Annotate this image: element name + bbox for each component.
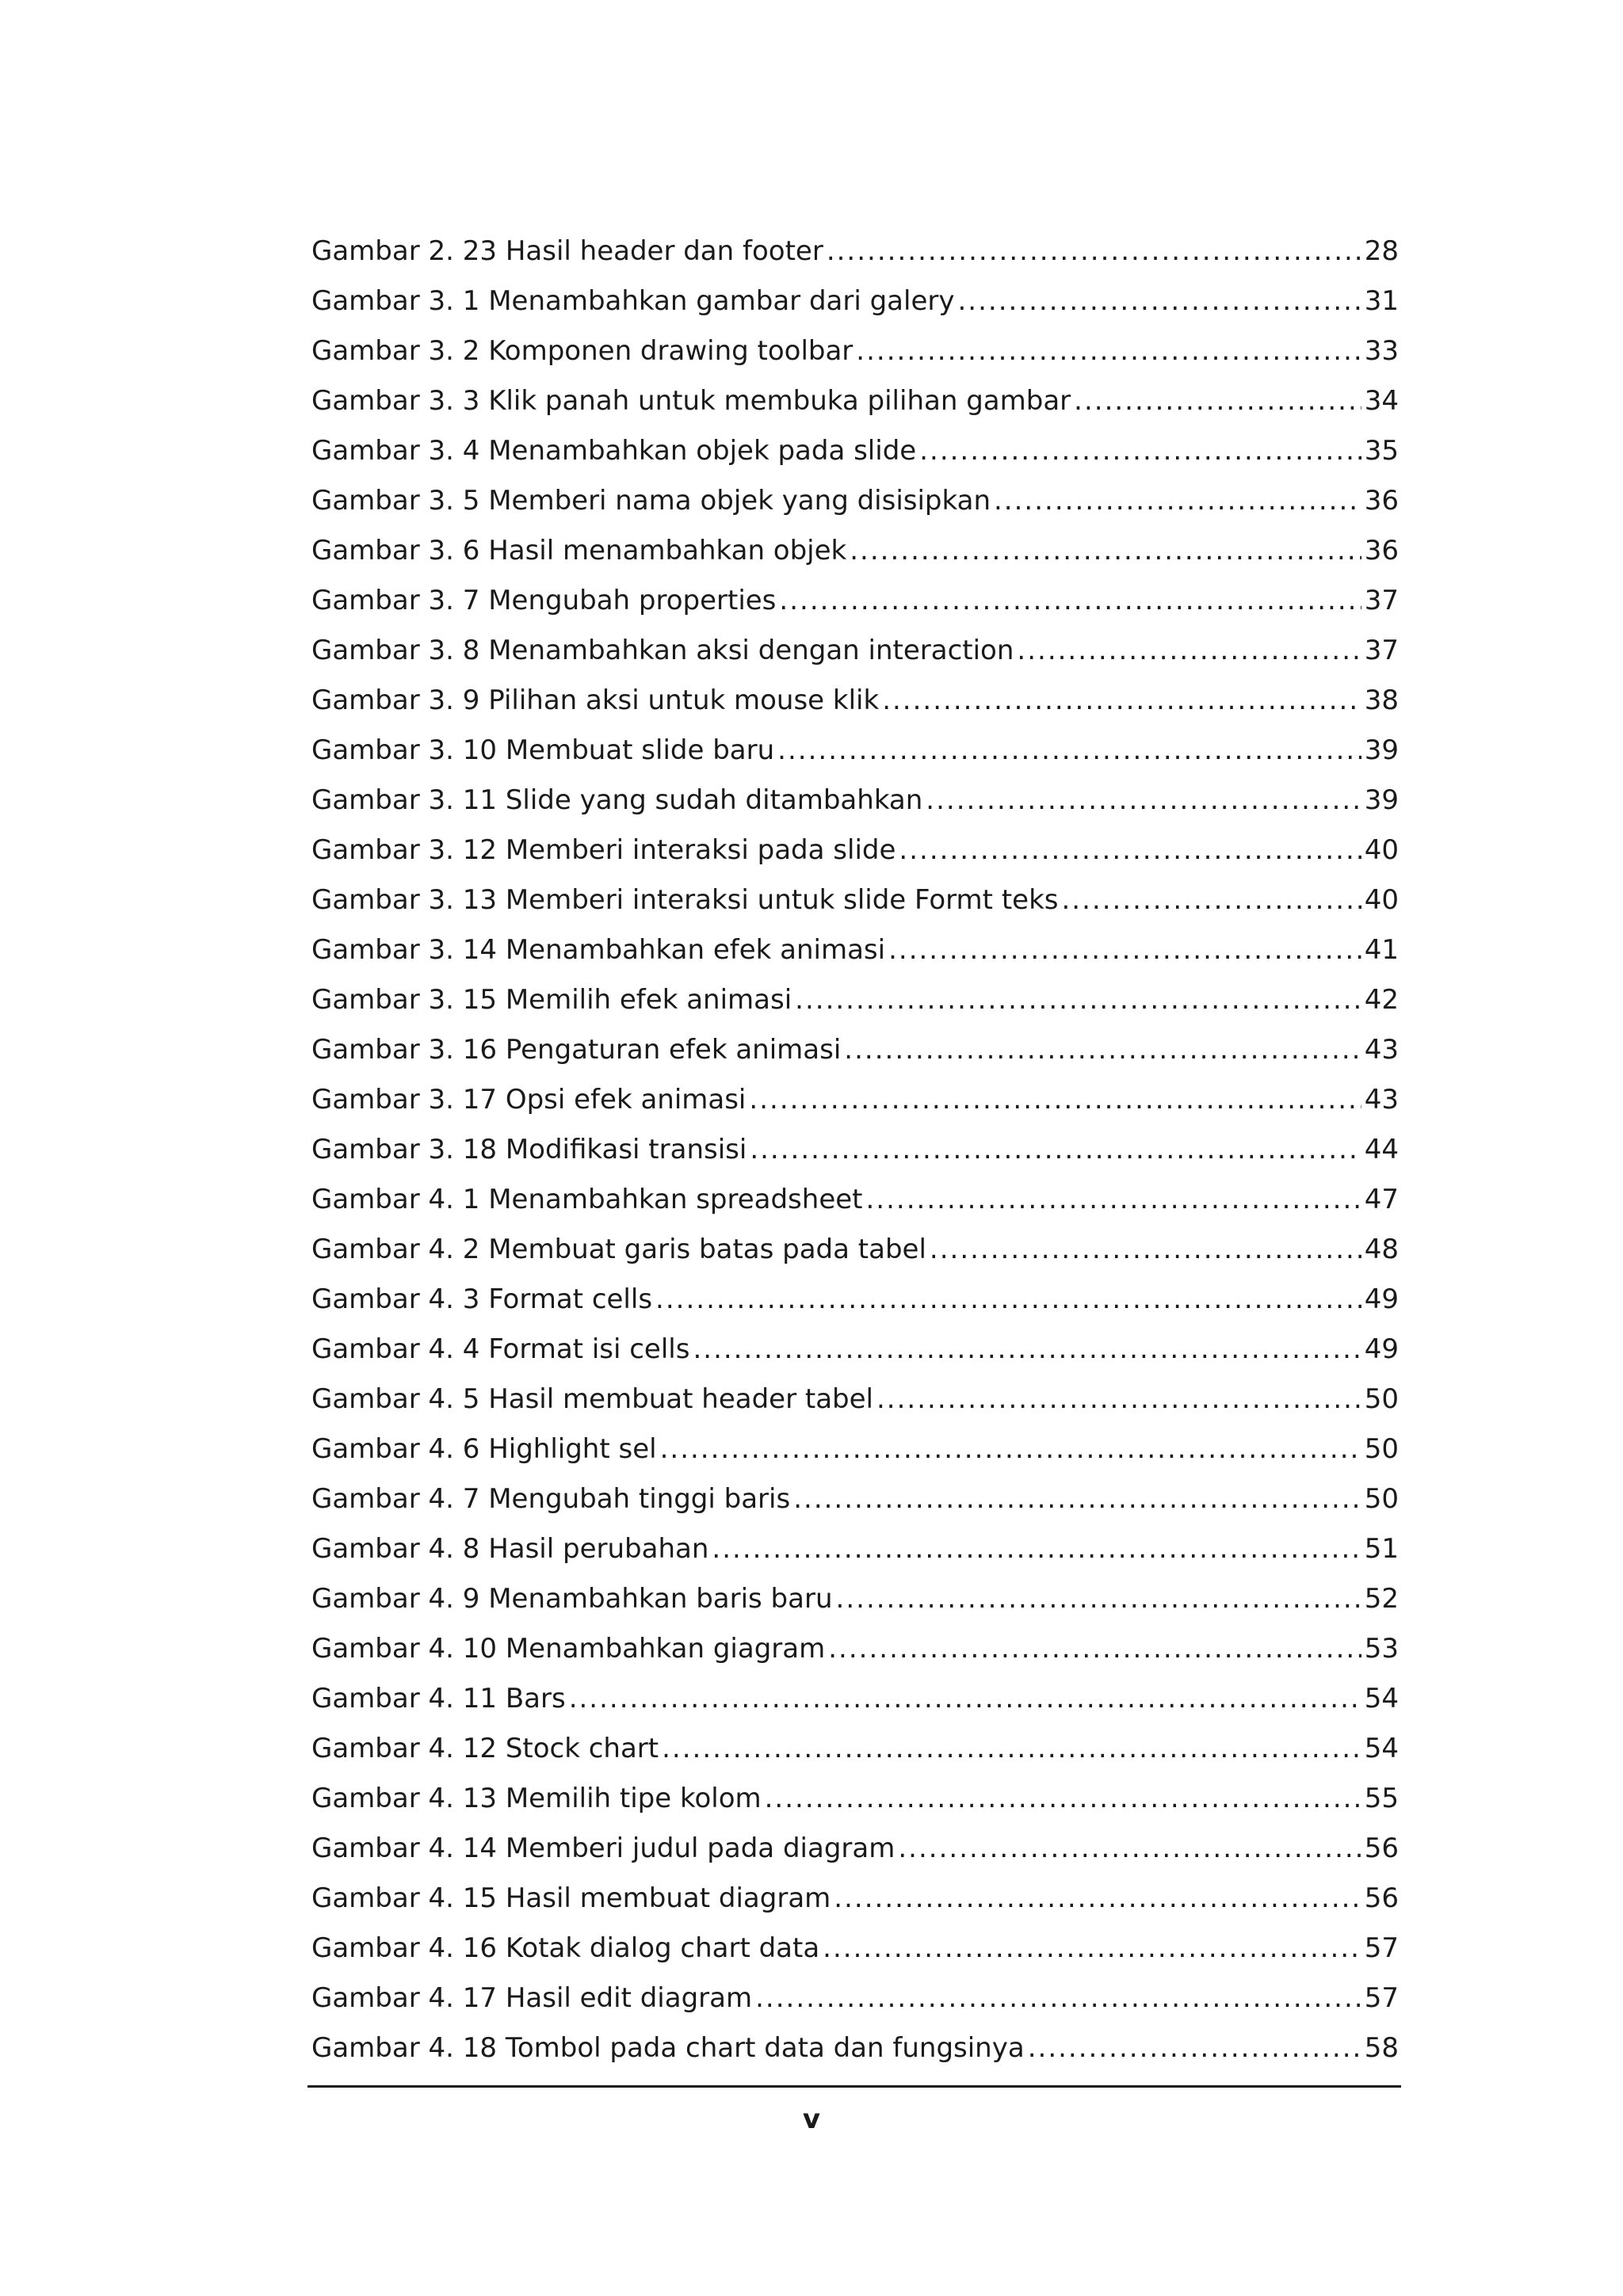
toc-entry-label: Gambar 2. 23 Hasil header dan footer — [311, 235, 823, 267]
toc-entry-page-number: 48 — [1364, 1234, 1399, 1265]
toc-entry[interactable] — [311, 277, 1399, 326]
toc-entry[interactable] — [311, 1974, 1399, 2023]
dot-leader — [755, 1974, 1361, 2023]
dot-leader — [926, 776, 1361, 826]
toc-entry[interactable] — [311, 726, 1399, 776]
dot-leader — [777, 726, 1361, 776]
dot-leader — [957, 277, 1361, 326]
toc-entry-page-number: 56 — [1364, 1833, 1399, 1864]
toc-entry-page-number: 44 — [1364, 1134, 1399, 1165]
toc-entry[interactable] — [311, 1774, 1399, 1824]
toc-entry-label: Gambar 3. 11 Slide yang sudah ditambahkan — [311, 784, 923, 816]
dot-leader — [1028, 2023, 1361, 2073]
toc-entry-page-number: 33 — [1364, 335, 1399, 367]
toc-entry-label: Gambar 4. 3 Format cells — [311, 1283, 653, 1315]
toc-entry[interactable] — [311, 1474, 1399, 1524]
page-number: v — [802, 2103, 821, 2135]
toc-entry[interactable] — [311, 925, 1399, 975]
toc-entry-label: Gambar 4. 1 Menambahkan spreadsheet — [311, 1184, 863, 1215]
toc-entry-label: Gambar 3. 14 Menambahkan efek animasi — [311, 934, 886, 966]
footer-rule — [307, 2085, 1401, 2088]
toc-entry[interactable] — [311, 1375, 1399, 1425]
dot-leader — [655, 1275, 1361, 1325]
dot-leader — [693, 1325, 1361, 1375]
toc-entry-label: Gambar 3. 8 Menambahkan aksi dengan interaction — [311, 635, 1014, 666]
dot-leader — [834, 1874, 1361, 1924]
toc-entry[interactable] — [311, 1524, 1399, 1574]
toc-entry-label: Gambar 4. 18 Tombol pada chart data dan fungsinya — [311, 2032, 1025, 2064]
toc-entry-label: Gambar 3. 4 Menambahkan objek pada slide — [311, 435, 917, 467]
toc-entry[interactable] — [311, 1824, 1399, 1874]
toc-entry[interactable] — [311, 376, 1399, 426]
toc-entry-label: Gambar 4. 17 Hasil edit diagram — [311, 1982, 753, 2014]
toc-entry[interactable] — [311, 476, 1399, 526]
dot-leader — [876, 1375, 1361, 1425]
dot-leader — [569, 1674, 1361, 1724]
toc-entry[interactable] — [311, 1025, 1399, 1075]
toc-entry-page-number: 55 — [1364, 1783, 1399, 1814]
toc-entry-label: Gambar 4. 6 Highlight sel — [311, 1433, 657, 1465]
dot-leader — [888, 925, 1361, 975]
dot-leader — [919, 426, 1361, 476]
toc-entry-label: Gambar 3. 9 Pilihan aksi untuk mouse klik — [311, 685, 880, 716]
toc-entry-label: Gambar 4. 9 Menambahkan baris baru — [311, 1583, 833, 1615]
toc-entry-page-number: 57 — [1364, 1982, 1399, 2014]
toc-entry-label: Gambar 3. 2 Komponen drawing toolbar — [311, 335, 854, 367]
toc-entry[interactable] — [311, 626, 1399, 676]
toc-entry[interactable] — [311, 2023, 1399, 2073]
toc-entry-label: Gambar 4. 5 Hasil membuat header tabel — [311, 1383, 873, 1415]
toc-entry-page-number: 51 — [1364, 1533, 1399, 1565]
toc-entry-page-number: 54 — [1364, 1683, 1399, 1714]
toc-entry-label: Gambar 4. 2 Membuat garis batas pada tabel — [311, 1234, 926, 1265]
toc-entry-label: Gambar 4. 4 Format isi cells — [311, 1333, 690, 1365]
dot-leader — [749, 1075, 1361, 1125]
toc-entry-label: Gambar 4. 16 Kotak dialog chart data — [311, 1932, 820, 1964]
toc-entry-page-number: 49 — [1364, 1333, 1399, 1365]
toc-entry[interactable] — [311, 1425, 1399, 1474]
dot-leader — [844, 1025, 1361, 1075]
toc-entry[interactable] — [311, 1275, 1399, 1325]
toc-entry[interactable] — [311, 576, 1399, 626]
toc-entry-page-number: 57 — [1364, 1932, 1399, 1964]
toc-entry-page-number: 35 — [1364, 435, 1399, 467]
toc-entry[interactable] — [311, 1175, 1399, 1225]
toc-entry[interactable] — [311, 1075, 1399, 1125]
toc-entry-page-number: 34 — [1364, 385, 1399, 417]
toc-entry-label: Gambar 4. 11 Bars — [311, 1683, 566, 1714]
toc-entry[interactable] — [311, 826, 1399, 875]
dot-leader — [827, 227, 1361, 277]
dot-leader — [1074, 376, 1361, 426]
dot-leader — [836, 1574, 1361, 1624]
toc-entry[interactable] — [311, 1624, 1399, 1674]
dot-leader — [765, 1774, 1361, 1824]
dot-leader — [660, 1425, 1361, 1474]
dot-leader — [930, 1225, 1361, 1275]
toc-entry-page-number: 58 — [1364, 2032, 1399, 2064]
toc-entry-label: Gambar 4. 10 Menambahkan giagram — [311, 1633, 826, 1665]
toc-entry[interactable] — [311, 227, 1399, 277]
toc-entry[interactable] — [311, 1674, 1399, 1724]
toc-entry-page-number: 36 — [1364, 485, 1399, 517]
toc-entry-page-number: 54 — [1364, 1733, 1399, 1764]
toc-entry-page-number: 41 — [1364, 934, 1399, 966]
toc-entry-label: Gambar 4. 15 Hasil membuat diagram — [311, 1882, 831, 1914]
dot-leader — [898, 1824, 1361, 1874]
toc-entry[interactable] — [311, 326, 1399, 376]
toc-entry-page-number: 50 — [1364, 1383, 1399, 1415]
toc-entry-page-number: 53 — [1364, 1633, 1399, 1665]
toc-entry-page-number: 37 — [1364, 635, 1399, 666]
toc-entry[interactable] — [311, 1325, 1399, 1375]
dot-leader — [994, 476, 1361, 526]
dot-leader — [1061, 875, 1361, 925]
toc-entry-label: Gambar 3. 15 Memilih efek animasi — [311, 984, 792, 1016]
toc-entry-page-number: 43 — [1364, 1034, 1399, 1066]
dot-leader — [1017, 626, 1361, 676]
dot-leader — [779, 576, 1361, 626]
toc-entry-page-number: 42 — [1364, 984, 1399, 1016]
toc-entry-page-number: 38 — [1364, 685, 1399, 716]
toc-entry-page-number: 40 — [1364, 884, 1399, 916]
list-of-figures — [311, 227, 1399, 2073]
toc-entry-label: Gambar 4. 14 Memberi judul pada diagram — [311, 1833, 896, 1864]
toc-entry-label: Gambar 4. 13 Memilih tipe kolom — [311, 1783, 762, 1814]
toc-entry[interactable] — [311, 875, 1399, 925]
toc-entry-page-number: 36 — [1364, 535, 1399, 566]
dot-leader — [828, 1624, 1361, 1674]
toc-entry-label: Gambar 3. 10 Membuat slide baru — [311, 734, 775, 766]
toc-entry-label: Gambar 4. 12 Stock chart — [311, 1733, 659, 1764]
toc-entry[interactable] — [311, 1225, 1399, 1275]
toc-entry[interactable] — [311, 1724, 1399, 1774]
dot-leader — [823, 1924, 1361, 1974]
toc-entry-page-number: 49 — [1364, 1283, 1399, 1315]
toc-entry-page-number: 47 — [1364, 1184, 1399, 1215]
toc-entry-label: Gambar 4. 8 Hasil perubahan — [311, 1533, 709, 1565]
toc-entry[interactable] — [311, 426, 1399, 476]
toc-entry[interactable] — [311, 1924, 1399, 1974]
toc-entry-label: Gambar 3. 7 Mengubah properties — [311, 585, 777, 616]
toc-entry[interactable] — [311, 1574, 1399, 1624]
dot-leader — [662, 1724, 1361, 1774]
toc-entry[interactable] — [311, 676, 1399, 726]
toc-entry[interactable] — [311, 1874, 1399, 1924]
toc-entry-page-number: 52 — [1364, 1583, 1399, 1615]
toc-entry-page-number: 39 — [1364, 784, 1399, 816]
toc-entry[interactable] — [311, 975, 1399, 1025]
toc-entry-label: Gambar 3. 17 Opsi efek animasi — [311, 1084, 747, 1116]
toc-entry-label: Gambar 3. 3 Klik panah untuk membuka pilihan gambar — [311, 385, 1071, 417]
dot-leader — [882, 676, 1361, 726]
toc-entry[interactable] — [311, 776, 1399, 826]
dot-leader — [856, 326, 1361, 376]
toc-entry-label: Gambar 3. 5 Memberi nama objek yang disisipkan — [311, 485, 991, 517]
toc-entry-page-number: 43 — [1364, 1084, 1399, 1116]
toc-entry-page-number: 50 — [1364, 1433, 1399, 1465]
toc-entry-label: Gambar 4. 7 Mengubah tinggi baris — [311, 1483, 791, 1515]
dot-leader — [899, 826, 1361, 875]
toc-entry-label: Gambar 3. 12 Memberi interaksi pada slide — [311, 834, 896, 866]
toc-entry-label: Gambar 3. 6 Hasil menambahkan objek — [311, 535, 847, 566]
toc-entry-page-number: 37 — [1364, 585, 1399, 616]
toc-entry[interactable] — [311, 1125, 1399, 1175]
dot-leader — [795, 975, 1361, 1025]
toc-entry-page-number: 39 — [1364, 734, 1399, 766]
toc-entry-page-number: 40 — [1364, 834, 1399, 866]
dot-leader — [750, 1125, 1361, 1175]
toc-entry-label: Gambar 3. 18 Modifikasi transisi — [311, 1134, 747, 1165]
toc-entry-page-number: 31 — [1364, 285, 1399, 317]
toc-entry-page-number: 28 — [1364, 235, 1399, 267]
toc-entry-page-number: 50 — [1364, 1483, 1399, 1515]
dot-leader — [850, 526, 1361, 576]
dot-leader — [793, 1474, 1361, 1524]
toc-entry-label: Gambar 3. 16 Pengaturan efek animasi — [311, 1034, 842, 1066]
toc-entry-page-number: 56 — [1364, 1882, 1399, 1914]
toc-entry[interactable] — [311, 526, 1399, 576]
dot-leader — [712, 1524, 1361, 1574]
dot-leader — [866, 1175, 1361, 1225]
toc-entry-label: Gambar 3. 1 Menambahkan gambar dari galery — [311, 285, 955, 317]
toc-entry-label: Gambar 3. 13 Memberi interaksi untuk slide Formt teks — [311, 884, 1059, 916]
